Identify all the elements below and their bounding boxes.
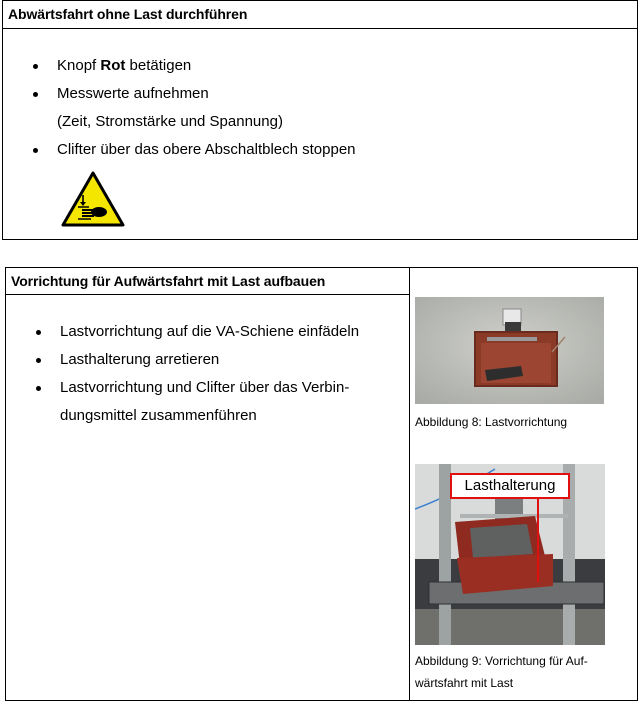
instruction-list: [57, 52, 356, 164]
figure-caption: Abbildung 9: Vorrichtung für Auf- wärtsfahrt mit Last: [415, 654, 588, 690]
section-title: Abwärtsfahrt ohne Last durchführen: [8, 6, 248, 22]
list-item: Lasthalterung arretieren: [60, 346, 359, 374]
column-divider: [409, 268, 410, 700]
bold-keyword: Rot: [100, 57, 126, 74]
list-item: Clifter über das obere Abschaltblech stoppen: [57, 136, 356, 164]
bullet-icon: [36, 386, 41, 391]
list-item: Messwerte aufnehmen: [57, 80, 356, 108]
section-vorrichtung-aufbauen: [5, 267, 638, 701]
bullet-icon: [33, 92, 38, 97]
list-item-continuation: dungsmittel zusammenführen: [60, 407, 257, 424]
instruction-list: [60, 318, 359, 430]
section-title: Vorrichtung für Aufwärtsfahrt mit Last aufbauen: [11, 273, 326, 289]
list-item: Lastvorrichtung und Clifter über das Verbin-: [60, 374, 359, 402]
photo-lastvorrichtung: [415, 297, 604, 404]
photo-vorrichtung-aufwaertsfahrt: [415, 464, 605, 645]
crush-hazard-hand-icon: [61, 171, 125, 227]
list-item-continuation: (Zeit, Stromstärke und Spannung): [57, 113, 283, 130]
callout-label: Lasthalterung: [450, 473, 570, 499]
bullet-icon: [36, 330, 41, 335]
list-item: Knopf Rot betätigen: [57, 52, 356, 80]
bullet-icon: [36, 358, 41, 363]
section-abwaertsfahrt: [2, 0, 638, 240]
section-header: [6, 268, 410, 295]
list-item: Lastvorrichtung auf die VA-Schiene einfädeln: [60, 318, 359, 346]
section-header: [3, 1, 637, 29]
bullet-icon: [33, 148, 38, 153]
bullet-icon: [33, 64, 38, 69]
figure-caption: Abbildung 8: Lastvorrichtung: [415, 415, 568, 429]
